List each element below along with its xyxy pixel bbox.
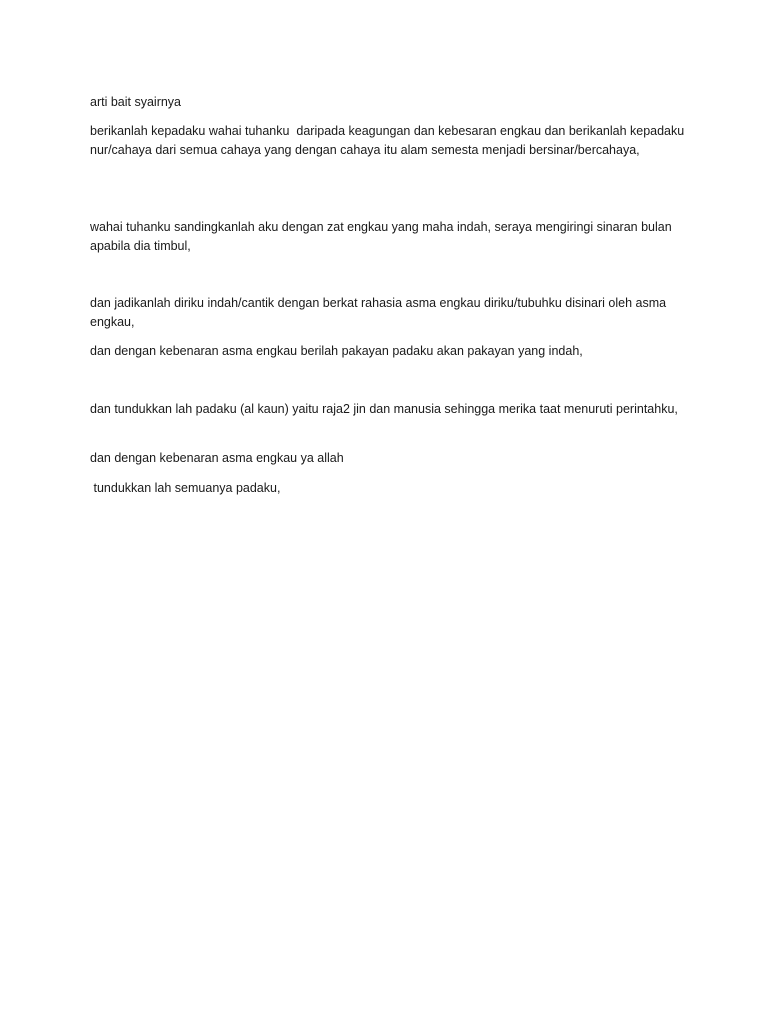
paragraph-1: berikanlah kepadaku wahai tuhanku daripada keagungan dan kebesaran engkau dan berikanlah kepadaku nur/cahaya dari semua cahaya yang dengan cahaya itu alam semesta menjadi bersinar/bercahaya, — [90, 124, 688, 157]
paragraph-4: dan dengan kebenaran asma engkau berilah pakayan padaku akan pakayan yang indah, — [90, 344, 583, 358]
paragraph-6: dan dengan kebenaran asma engkau ya allah — [90, 451, 344, 465]
paragraph-2: wahai tuhanku sandingkanlah aku dengan zat engkau yang maha indah, seraya mengiringi sinaran bulan apabila dia timbul, — [90, 220, 676, 253]
paragraph-5: dan tundukkan lah padaku (al kaun) yaitu raja2 jin dan manusia sehingga merika taat menuruti perintahku, — [90, 402, 678, 416]
paragraph-3: dan jadikanlah diriku indah/cantik dengan berkat rahasia asma engkau diriku/tubuhku disinari oleh asma engkau, — [90, 296, 670, 329]
paragraph-7: tundukkan lah semuanya padaku, — [90, 481, 281, 495]
document-title: arti bait syairnya — [90, 95, 182, 109]
